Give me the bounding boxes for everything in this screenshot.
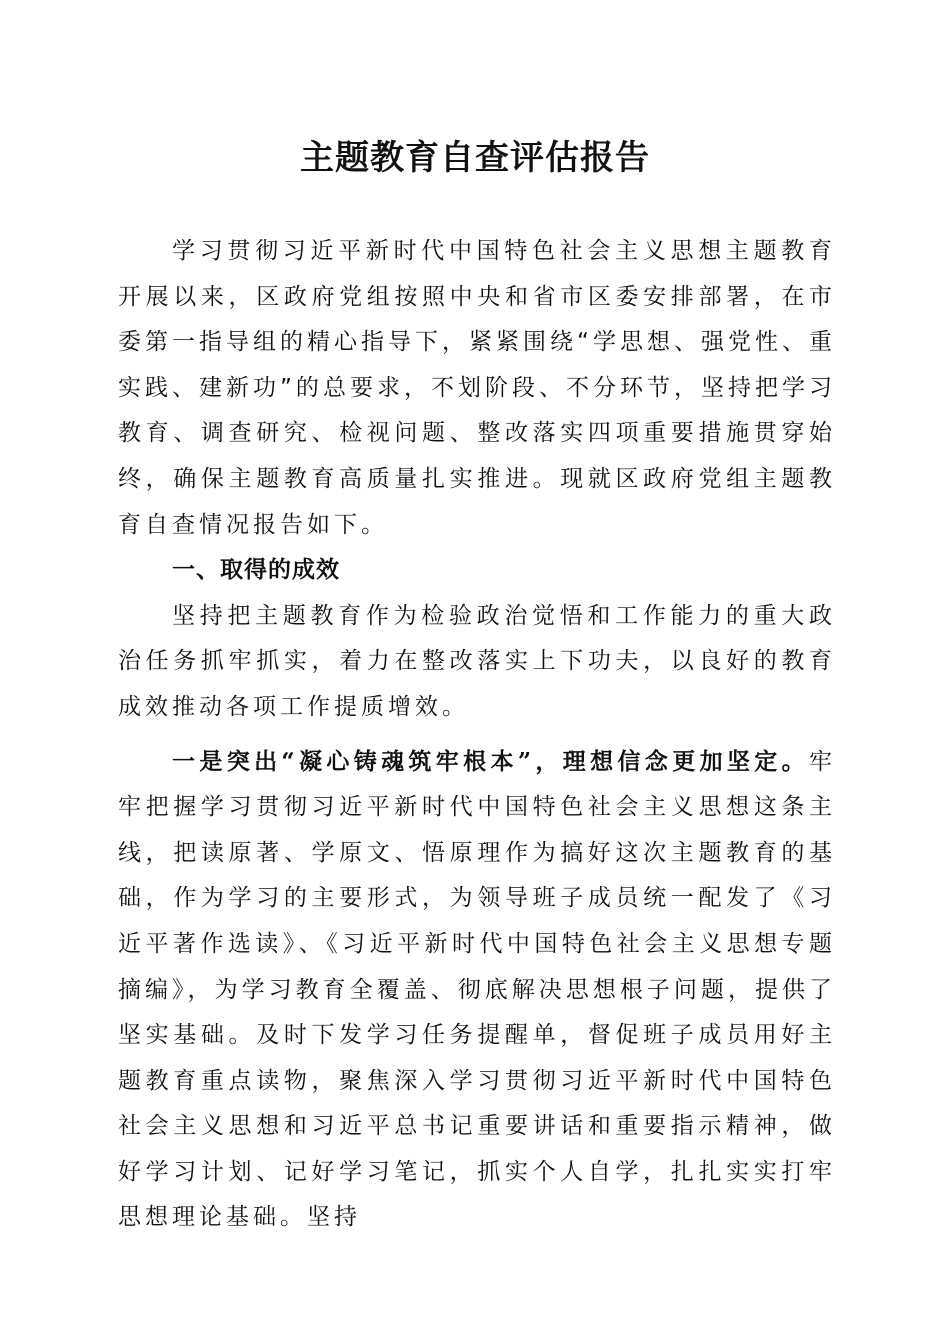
- intro-paragraph: 学习贯彻习近平新时代中国特色社会主义思想主题教育开展以来，区政府党组按照中央和省市区委安排部署，在市委第一指导组的精心指导下，紧紧围绕“学思想、强党性、重实践、建新功”的总要求，不划阶段、不分环节，坚持把学习教育、调查研究、检视问题、整改落实四项重要措施贯穿始终，确保主题教育高质量扎实推进。现就区政府党组主题教育自查情况报告如下。: [118, 238, 836, 538]
- point-paragraph: [118, 739, 836, 1242]
- section-heading: 一、取得的成效: [172, 557, 340, 584]
- document-title: 主题教育自查评估报告: [300, 138, 650, 178]
- document-body: [118, 229, 836, 1241]
- section-intro-paragraph: 坚持把主题教育作为检验政治觉悟和工作能力的重大政治任务抓牢抓实，着力在整改落实上下功夫，以良好的教育成效推动各项工作提质增效。: [118, 602, 836, 720]
- point-lead-sentence: 一是突出“凝心铸魂筑牢根本”，理想信念更加坚定。: [172, 747, 809, 775]
- point-body-text: 牢牢把握学习贯彻习近平新时代中国特色社会主义思想这条主线，把读原著、学原文、悟原理作为搞好这次主题教育的基础，作为学习的主要形式，为领导班子成员统一配发了《习近平著作选读》、《习近平新时代中国特色社会主义思想专题摘编》，为学习教育全覆盖、彻底解决思想根子问题，提供了坚实基础。及时下发学习任务提醒单，督促班子成员用好主题教育重点读物，聚焦深入学习贯彻习近平新时代中国特色社会主义思想和习近平总书记重要讲话和重要指示精神，做好学习计划、记好学习笔记，抓实个人自学，扎扎实实打牢思想理论基础。坚持: [118, 748, 836, 1231]
